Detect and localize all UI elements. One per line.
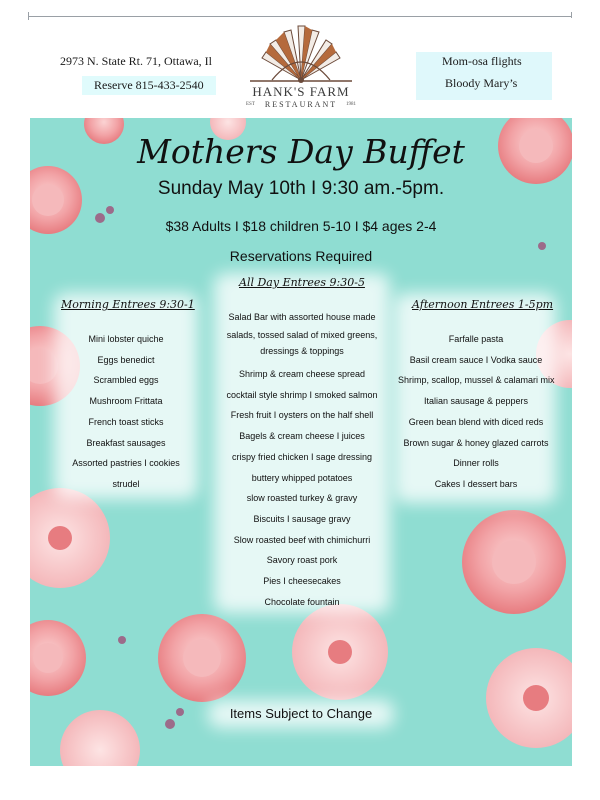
list-item: Assorted pastries I cookies [72, 458, 180, 469]
top-border-tick-left [28, 12, 29, 20]
list-item: Pies I cheesecakes [263, 576, 341, 587]
list-item: Scrambled eggs [93, 375, 159, 386]
flower-right-low [486, 648, 572, 748]
header [30, 18, 572, 118]
rose-bottom-center [158, 614, 246, 702]
top-border-line [28, 16, 572, 17]
all-day-heading: All Day Entrees 9:30-5 [239, 276, 365, 289]
afternoon-list [398, 329, 554, 495]
list-item: Breakfast sausages [86, 437, 166, 448]
promo-bloody-mary: Bloody Mary’s [445, 76, 518, 90]
address: 2973 N. State Rt. 71, Ottawa, Il [60, 54, 212, 68]
morning-list [58, 329, 194, 495]
list-item: strudel [112, 478, 140, 489]
flower-bottom-right [292, 604, 388, 700]
list-item: Mini lobster quiche [88, 334, 164, 344]
logo-est: EST [246, 102, 255, 107]
pricing: $38 Adults I $18 children 5-10 I $4 ages 2-4 [165, 218, 437, 234]
list-item: Green bean blend with diced reds [408, 416, 544, 427]
list-item: Farfalle pasta [448, 334, 504, 344]
flyer-poster [30, 118, 572, 766]
flower-left-mid [30, 488, 110, 588]
list-item: Shrimp, scallop, mussel & calamari mix [398, 375, 555, 386]
restaurant-logo [242, 22, 360, 118]
logo-year: 1981 [346, 102, 356, 107]
rose-left-low [30, 620, 86, 696]
list-item: cocktail style shrimp I smoked salmon [226, 389, 378, 400]
list-item: Shrimp & cream cheese spread [238, 369, 366, 379]
logo-name: HANK'S FARM [252, 84, 350, 99]
list-item: Italian sausage & peppers [423, 396, 529, 407]
list-item: Bagels & cream cheese I juices [239, 431, 365, 442]
event-date: Sunday May 10th I 9:30 am.-5pm. [157, 178, 445, 199]
list-item: Mushroom Frittata [89, 396, 163, 407]
rose-right-low [462, 510, 566, 614]
morning-heading: Morning Entrees 9:30-1 [61, 298, 195, 311]
windmill-icon [242, 22, 360, 84]
list-item: buttery whipped potatoes [251, 472, 353, 483]
list-item: Brown sugar & honey glazed carrots [403, 437, 549, 448]
promo-mimosa: Mom-osa flights [442, 54, 522, 68]
list-item: Biscuits I sausage gravy [253, 513, 351, 524]
reservations-note: Reservations Required [229, 248, 373, 264]
list-item: Dinner rolls [453, 458, 499, 469]
list-item: dressings & toppings [260, 346, 344, 356]
list-item: slow roasted turkey & gravy [246, 493, 358, 504]
list-item: Fresh fruit I oysters on the half shell [230, 410, 374, 421]
all-day-list [220, 308, 384, 612]
phone-number: Reserve 815-433-2540 [82, 76, 216, 95]
list-item: Cakes I dessert bars [434, 478, 518, 489]
afternoon-heading: Afternoon Entrees 1-5pm [412, 298, 554, 311]
logo-subtitle: RESTAURANT [264, 100, 338, 109]
list-item: Salad Bar with assorted house made [228, 312, 376, 322]
logo-subtitle-row [242, 100, 360, 114]
list-item: Slow roasted beef with chimichurri [233, 534, 371, 545]
list-item: salads, tossed salad of mixed greens, [226, 330, 378, 340]
list-item: Chocolate fountain [264, 596, 340, 607]
list-item: Basil cream sauce I Vodka sauce [409, 354, 543, 365]
list-item: Savory roast pork [266, 555, 338, 566]
list-item: Eggs benedict [97, 354, 155, 365]
list-item: crispy fried chicken I sage dressing [231, 451, 373, 462]
list-item: French toast sticks [88, 416, 164, 427]
footer-note: Items Subject to Change [229, 706, 373, 721]
page-title: Mothers Day Buffet [137, 132, 465, 171]
